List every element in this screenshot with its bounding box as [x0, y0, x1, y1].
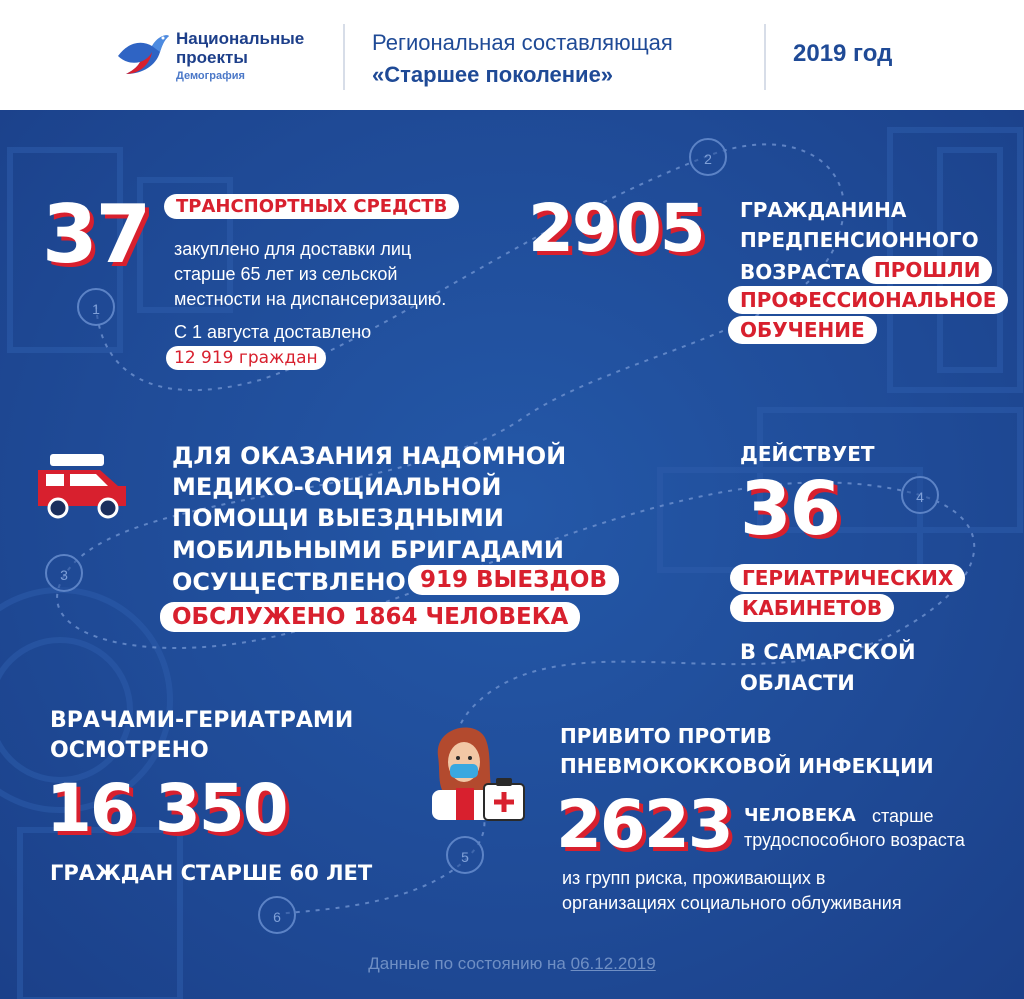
step-marker: 4: [901, 476, 939, 514]
vaccinated-rest1: старше: [872, 806, 934, 826]
vaccinated-rest4: организациях социального облуживания: [562, 893, 902, 913]
examined-bottom: ГРАЖДАН СТАРШЕ 60 ЛЕТ: [50, 861, 373, 885]
trained-pill2: ПРОФЕССИОНАЛЬНОЕ: [728, 286, 1008, 314]
vehicles-desc-line3: местности на диспансеризацию.: [174, 289, 447, 309]
cabinets-pill1: ГЕРИАТРИЧЕСКИХ: [730, 564, 965, 592]
vaccinated-number: 2623: [556, 786, 732, 863]
cabinets-top: ДЕЙСТВУЕТ: [740, 442, 875, 466]
vaccinated-line1: ПРИВИТО ПРОТИВ: [560, 724, 772, 748]
brigades-line3: ПОМОЩИ ВЫЕЗДНЫМИ: [172, 504, 504, 532]
main-panel: [0, 110, 1024, 999]
logo-title-line1: Национальные: [176, 29, 305, 48]
header-year: 2019 год: [793, 40, 893, 67]
cabinets-bottom2: ОБЛАСТИ: [740, 671, 855, 695]
brigades-line1: ДЛЯ ОКАЗАНИЯ НАДОМНОЙ: [172, 442, 567, 470]
footer: [0, 954, 1024, 974]
examined-line2: ОСМОТРЕНО: [50, 738, 209, 763]
delivered-count-pill: 12 919 граждан: [166, 346, 326, 370]
cabinets-number: 36: [740, 466, 839, 552]
footer-text: Данные по состоянию на: [368, 954, 566, 973]
bird-logo-icon: [112, 26, 170, 82]
examined-number: 16 350: [46, 770, 287, 847]
delivered-since: С 1 августа доставлено: [174, 322, 372, 342]
cabinets-bottom1: В САМАРСКОЙ: [740, 640, 916, 664]
cabinets-pill2: КАБИНЕТОВ: [730, 594, 894, 622]
ambulance-car-icon: [34, 452, 130, 522]
header-divider: [764, 24, 766, 90]
vehicles-number: 37: [42, 188, 150, 281]
footer-date: 06.12.2019: [570, 954, 656, 973]
header-subtitle-line1: Региональная составляющая: [372, 30, 673, 55]
vehicles-desc-line2: старше 65 лет из сельской: [174, 264, 398, 284]
logo-subtitle: Демография: [176, 70, 245, 82]
vaccinated-rest3: из групп риска, проживающих в: [562, 868, 826, 888]
vaccinated-rest2: трудоспособного возраста: [744, 830, 965, 850]
trained-line1: ГРАЖДАНИНА: [740, 198, 907, 222]
trained-line3: ВОЗРАСТА: [740, 260, 861, 284]
brigades-line5: ОСУЩЕСТВЛЕНО: [172, 568, 406, 596]
logo-title-line2: проекты: [176, 48, 248, 67]
step-marker: 1: [77, 288, 115, 326]
vaccinated-people: ЧЕЛОВЕКА: [744, 805, 856, 826]
brigades-line4: МОБИЛЬНЫМИ БРИГАДАМИ: [172, 536, 564, 564]
trained-line2: ПРЕДПЕНСИОННОГО: [740, 228, 979, 252]
doctor-icon: [428, 716, 528, 822]
brigades-line2: МЕДИКО-СОЦИАЛЬНОЙ: [172, 473, 502, 501]
trained-number: 2905: [528, 190, 704, 267]
trained-pill3: ОБУЧЕНИЕ: [728, 316, 877, 344]
header-divider: [343, 24, 345, 90]
examined-line1: ВРАЧАМИ-ГЕРИАТРАМИ: [50, 708, 354, 733]
step-marker: 6: [258, 896, 296, 934]
header: [0, 0, 1024, 110]
step-marker: 2: [689, 138, 727, 176]
visits-pill: 919 ВЫЕЗДОВ: [408, 565, 619, 595]
vaccinated-line2: ПНЕВМОКОККОВОЙ ИНФЕКЦИИ: [560, 754, 934, 778]
header-subtitle-line2: «Старшее поколение»: [372, 62, 614, 87]
vehicles-desc-line1: закуплено для доставки лиц: [174, 239, 412, 259]
step-marker: 3: [45, 554, 83, 592]
step-marker: 5: [446, 836, 484, 874]
trained-pill1: ПРОШЛИ: [862, 256, 992, 284]
served-pill: ОБСЛУЖЕНО 1864 ЧЕЛОВЕКА: [160, 602, 580, 632]
vehicles-pill: ТРАНСПОРТНЫХ СРЕДСТВ: [164, 194, 459, 219]
